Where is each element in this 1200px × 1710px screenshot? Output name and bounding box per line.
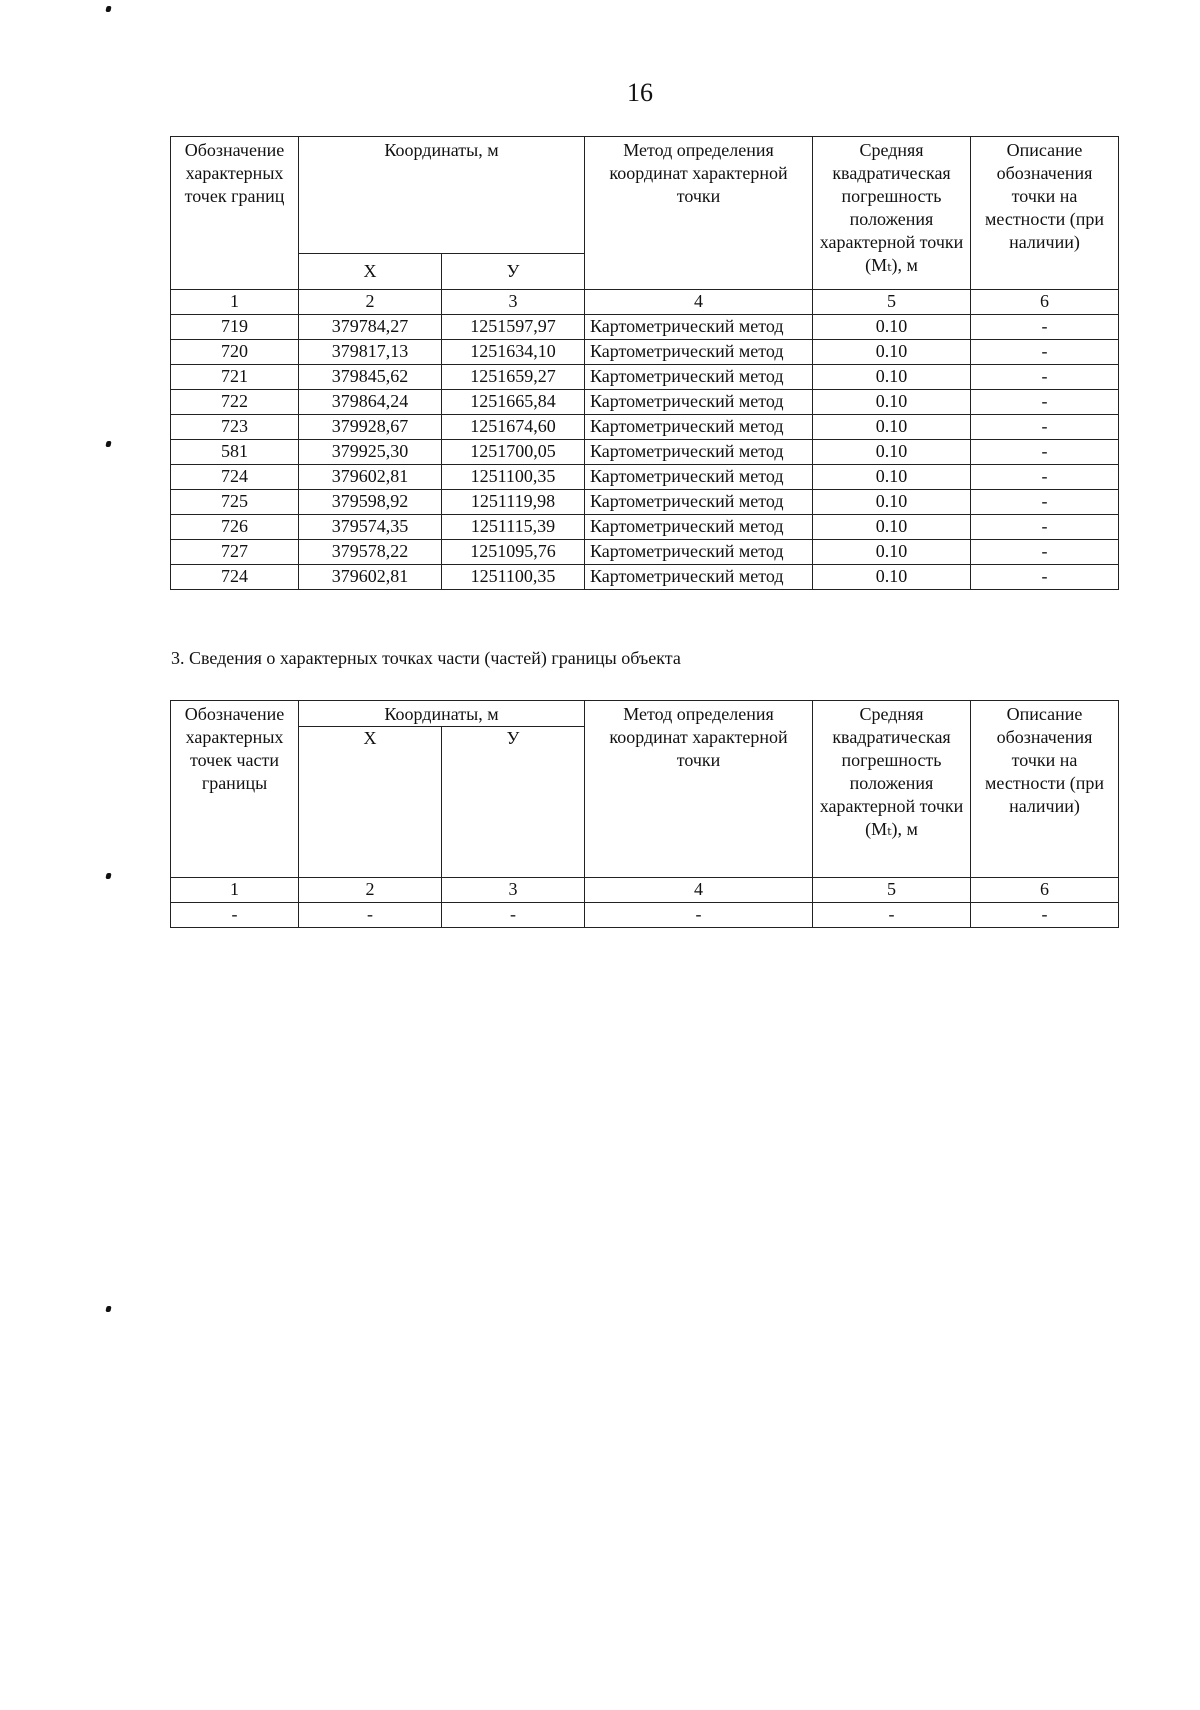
header-coordinates: Координаты, м <box>299 137 585 254</box>
table-header <box>171 701 1119 878</box>
cell-col-6: - <box>971 340 1119 365</box>
cell-col-5: 0.10 <box>813 390 971 415</box>
cell-col-4: Картометрический метод <box>585 490 813 515</box>
cell-col-4: Картометрический метод <box>585 515 813 540</box>
cell-col-6: - <box>971 540 1119 565</box>
boundary-points-table <box>170 136 1119 590</box>
scan-mark <box>105 6 111 12</box>
cell-col-1: 724 <box>171 565 299 590</box>
table-row <box>171 903 1119 928</box>
column-number-6: 6 <box>971 290 1119 315</box>
cell-col-1: 727 <box>171 540 299 565</box>
cell-col-3: 1251659,27 <box>442 365 585 390</box>
column-number-5: 5 <box>813 290 971 315</box>
cell-col-1: 581 <box>171 440 299 465</box>
header-error: Средняя квадратическая погрешность положения характерной точки (Mₜ), м <box>813 137 971 290</box>
cell-col-1: 724 <box>171 465 299 490</box>
table-row <box>171 540 1119 565</box>
header-error: Средняя квадратическая погрешность положения характерной точки (Mₜ), м <box>813 701 971 878</box>
cell-col-6: - <box>971 565 1119 590</box>
cell-col-2: 379928,67 <box>299 415 442 440</box>
cell-col-5: 0.10 <box>813 490 971 515</box>
cell-col-4: Картометрический метод <box>585 365 813 390</box>
column-number-5: 5 <box>813 878 971 903</box>
cell-col-2: 379817,13 <box>299 340 442 365</box>
column-number-row <box>171 290 1119 315</box>
table-row <box>171 465 1119 490</box>
header-coordinates: Координаты, м <box>299 701 585 727</box>
table-row <box>171 565 1119 590</box>
cell-col-3: 1251597,97 <box>442 315 585 340</box>
cell-col-6: - <box>971 465 1119 490</box>
column-number-4: 4 <box>585 878 813 903</box>
header-designation: Обозначение характерных точек границ <box>171 137 299 290</box>
scan-mark <box>105 441 111 447</box>
scan-mark <box>105 1306 111 1312</box>
table-body <box>171 903 1119 928</box>
cell-col-5: 0.10 <box>813 315 971 340</box>
header-x: X <box>299 254 442 290</box>
scan-mark <box>105 873 111 879</box>
table-row <box>171 365 1119 390</box>
cell-col-4: Картометрический метод <box>585 340 813 365</box>
part-boundary-points-table <box>170 700 1119 928</box>
cell-col-4: Картометрический метод <box>585 440 813 465</box>
cell-col-2: 379864,24 <box>299 390 442 415</box>
column-number-row <box>171 878 1119 903</box>
cell-col-2: - <box>299 903 442 928</box>
table-row <box>171 440 1119 465</box>
column-number-3: 3 <box>442 290 585 315</box>
cell-col-6: - <box>971 365 1119 390</box>
column-numbers-row <box>171 290 1119 315</box>
cell-col-6: - <box>971 440 1119 465</box>
cell-col-5: 0.10 <box>813 415 971 440</box>
table-row <box>171 340 1119 365</box>
cell-col-3: - <box>442 903 585 928</box>
cell-col-4: Картометрический метод <box>585 390 813 415</box>
cell-col-1: 720 <box>171 340 299 365</box>
cell-col-6: - <box>971 515 1119 540</box>
cell-col-6: - <box>971 490 1119 515</box>
cell-col-3: 1251100,35 <box>442 565 585 590</box>
cell-col-1: 721 <box>171 365 299 390</box>
table-header <box>171 137 1119 290</box>
column-number-6: 6 <box>971 878 1119 903</box>
cell-col-3: 1251095,76 <box>442 540 585 565</box>
cell-col-4: Картометрический метод <box>585 415 813 440</box>
cell-col-3: 1251634,10 <box>442 340 585 365</box>
column-number-1: 1 <box>171 878 299 903</box>
cell-col-5: - <box>813 903 971 928</box>
table-row <box>171 390 1119 415</box>
table-body <box>171 315 1119 590</box>
table-row <box>171 490 1119 515</box>
cell-col-1: 725 <box>171 490 299 515</box>
cell-col-1: - <box>171 903 299 928</box>
cell-col-3: 1251100,35 <box>442 465 585 490</box>
cell-col-5: 0.10 <box>813 565 971 590</box>
cell-col-1: 722 <box>171 390 299 415</box>
cell-col-3: 1251665,84 <box>442 390 585 415</box>
cell-col-1: 723 <box>171 415 299 440</box>
cell-col-6: - <box>971 903 1119 928</box>
header-y: У <box>442 254 585 290</box>
cell-col-2: 379598,92 <box>299 490 442 515</box>
cell-col-4: Картометрический метод <box>585 565 813 590</box>
cell-col-1: 719 <box>171 315 299 340</box>
cell-col-5: 0.10 <box>813 515 971 540</box>
column-number-3: 3 <box>442 878 585 903</box>
cell-col-3: 1251674,60 <box>442 415 585 440</box>
column-number-2: 2 <box>299 290 442 315</box>
table-row <box>171 515 1119 540</box>
cell-col-4: - <box>585 903 813 928</box>
column-number-1: 1 <box>171 290 299 315</box>
cell-col-6: - <box>971 315 1119 340</box>
cell-col-2: 379845,62 <box>299 365 442 390</box>
cell-col-3: 1251700,05 <box>442 440 585 465</box>
cell-col-2: 379578,22 <box>299 540 442 565</box>
cell-col-5: 0.10 <box>813 540 971 565</box>
page-number: 16 <box>627 78 653 107</box>
cell-col-2: 379574,35 <box>299 515 442 540</box>
cell-col-6: - <box>971 390 1119 415</box>
header-x: X <box>299 727 442 878</box>
column-number-2: 2 <box>299 878 442 903</box>
cell-col-4: Картометрический метод <box>585 465 813 490</box>
cell-col-4: Картометрический метод <box>585 540 813 565</box>
cell-col-5: 0.10 <box>813 440 971 465</box>
section-heading: 3. Сведения о характерных точках части (частей) границы объекта <box>171 648 681 668</box>
header-description: Описание обозначения точки на местности (при наличии) <box>971 701 1119 878</box>
header-method: Метод определения координат характерной точки <box>585 137 813 290</box>
cell-col-6: - <box>971 415 1119 440</box>
table-row <box>171 415 1119 440</box>
cell-col-5: 0.10 <box>813 365 971 390</box>
cell-col-2: 379602,81 <box>299 565 442 590</box>
cell-col-3: 1251115,39 <box>442 515 585 540</box>
column-number-4: 4 <box>585 290 813 315</box>
cell-col-1: 726 <box>171 515 299 540</box>
cell-col-5: 0.10 <box>813 340 971 365</box>
cell-col-3: 1251119,98 <box>442 490 585 515</box>
column-numbers-row <box>171 878 1119 903</box>
cell-col-2: 379602,81 <box>299 465 442 490</box>
cell-col-5: 0.10 <box>813 465 971 490</box>
cell-col-4: Картометрический метод <box>585 315 813 340</box>
cell-col-2: 379925,30 <box>299 440 442 465</box>
header-description: Описание обозначения точки на местности (при наличии) <box>971 137 1119 290</box>
header-y: У <box>442 727 585 878</box>
header-designation: Обозначение характерных точек части границы <box>171 701 299 878</box>
table-row <box>171 315 1119 340</box>
cell-col-2: 379784,27 <box>299 315 442 340</box>
header-method: Метод определения координат характерной точки <box>585 701 813 878</box>
